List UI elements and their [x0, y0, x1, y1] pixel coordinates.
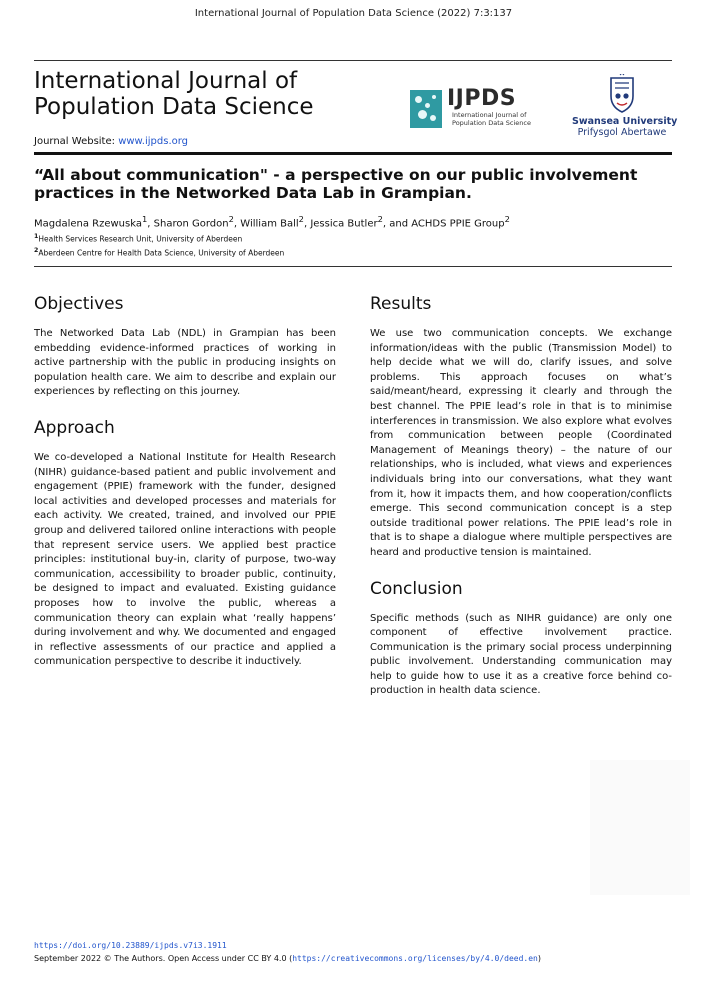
author-affiliation-mark: 2	[228, 214, 234, 224]
swansea-name: Swansea University	[572, 116, 678, 127]
approach-heading: Approach	[34, 417, 115, 438]
approach-text: We co-developed a National Institute for Health Research (NIHR) guidance-based patient and public involvement and engagement (PPIE) framework with the funder, designed local activities and developed processes and materials for each activity. We created, trained, and involved our PPIE group and delivered tailored online interactions with people that represent service users. We applied best practice principles: institutional buy-in, clarity of purpose, two-way communication, accessibility to broader public, continuity, be designed to impact and evaluated. Existing guidance proposes how to involve the public, whereas a communication theory can explain what ‘really happens’ during involvement and why. We documented and engaged in reflective assessments of our practice and applied a communication perspective to describe it inductively.	[34, 451, 336, 668]
affiliation-number: 1	[34, 233, 39, 240]
ijpds-bubbles-icon	[410, 90, 442, 128]
conclusion-text: Specific methods (such as NIHR guidance) are only one component of effective involvement practice. Communication is the primary social process underpinning public involvement. Understanding communication may help to guide how to use it as a creative force behind co-production in health data science.	[370, 612, 672, 697]
swansea-welsh-name: Prifysgol Abertawe	[577, 127, 667, 138]
author-name: and ACHDS PPIE Group	[389, 218, 505, 230]
license-line	[34, 954, 541, 963]
license-prefix: September 2022 © The Authors. Open Access under CC BY 4.0 (	[34, 954, 293, 963]
left-column	[34, 294, 336, 688]
journal-website-link[interactable]: www.ijpds.org	[118, 136, 189, 147]
results-text: We use two communication concepts. We exchange information/ideas with the public (Transmission Model) to help decide what we will do, clarify issues, and solve problems. This approach focuses on what’s said/meant/heard, expressing it clearly and through the best channel. The PPIE lead’s role in that is to minimise interferences in transmission. We also explore what evolves from communication between people (Coordinated Management of Meanings theory) – the nature of our relationships, who is included, what views and experiences individuals bring into our conversations, what they want from it, how it impacts them, and how cooperation/conflicts emerge. This second communication concept is a step outside traditional power relations. The PPIE lead’s role in that is to shape a dialogue where multiple perspectives are heard and productive tension is maintained.	[370, 328, 672, 558]
license-suffix: )	[537, 954, 541, 963]
objectives-heading: Objectives	[34, 294, 124, 314]
affiliation-number: 2	[34, 247, 39, 254]
header-rule	[34, 60, 672, 61]
author-list: Magdalena Rzewuska$^1$, Sharon Gordon$^2$, William Ball$^2$, Jessica Butler$^2$, and ACHDS PPIE Group$^2$	[34, 214, 510, 230]
journal-title-line-1: International Journal of	[34, 68, 298, 94]
title-rule	[34, 152, 672, 155]
author-name: William Ball	[240, 218, 299, 230]
right-column	[370, 294, 672, 717]
affiliation-text: Health Services Research Unit, University of Aberdeen	[38, 234, 243, 244]
watermark	[590, 760, 690, 895]
results-heading: Results	[370, 294, 432, 314]
doi-link[interactable]: https://doi.org/10.23889/ijpds.v7i3.1911	[34, 941, 227, 950]
ijpds-subtitle-line-1: International Journal of	[452, 111, 527, 119]
abstract-rule	[34, 266, 672, 267]
author-name: Jessica Butler	[310, 218, 378, 230]
author-affiliation-mark: 1	[141, 214, 148, 224]
objectives-text: The Networked Data Lab (NDL) in Grampian has been embedding evidence-informed practices of working in active partnership with the public in producing insights on population health care. We aim to describe and explain our experiences by reflecting on this journey.	[34, 328, 336, 398]
license-link[interactable]: https://creativecommons.org/licenses/by/4.0/deed.en	[292, 954, 538, 963]
swansea-crest-icon	[608, 74, 636, 114]
journal-title-line-2: Population Data Science	[34, 94, 314, 120]
running-head: International Journal of Population Data Science (2022) 7:3:137	[194, 8, 513, 19]
ijpds-subtitle-line-2: Population Data Science	[452, 118, 531, 127]
author-affiliation-mark: 2	[377, 214, 383, 224]
ijpds-subtitle	[452, 112, 542, 127]
conclusion-heading: Conclusion	[370, 578, 463, 599]
affiliation-1	[34, 233, 242, 244]
ijpds-logo	[410, 88, 540, 132]
author-name: Sharon Gordon	[153, 218, 229, 230]
author-affiliation-mark: 2	[298, 214, 304, 224]
article-title: “All about communication" - a perspective on our public involvement practices in the Networked Data Lab in Grampian.	[34, 166, 638, 202]
journal-title	[34, 68, 364, 120]
author-affiliation-mark: 2	[504, 214, 510, 224]
affiliation-text: Aberdeen Centre for Health Data Science, University of Aberdeen	[38, 248, 285, 258]
affiliation-2	[34, 247, 284, 258]
journal-website	[34, 136, 188, 147]
swansea-logo	[572, 74, 678, 144]
journal-website-label: Journal Website:	[34, 136, 115, 147]
ijpds-name: IJPDS	[447, 86, 517, 111]
author-name: Magdalena Rzewuska	[34, 218, 142, 230]
